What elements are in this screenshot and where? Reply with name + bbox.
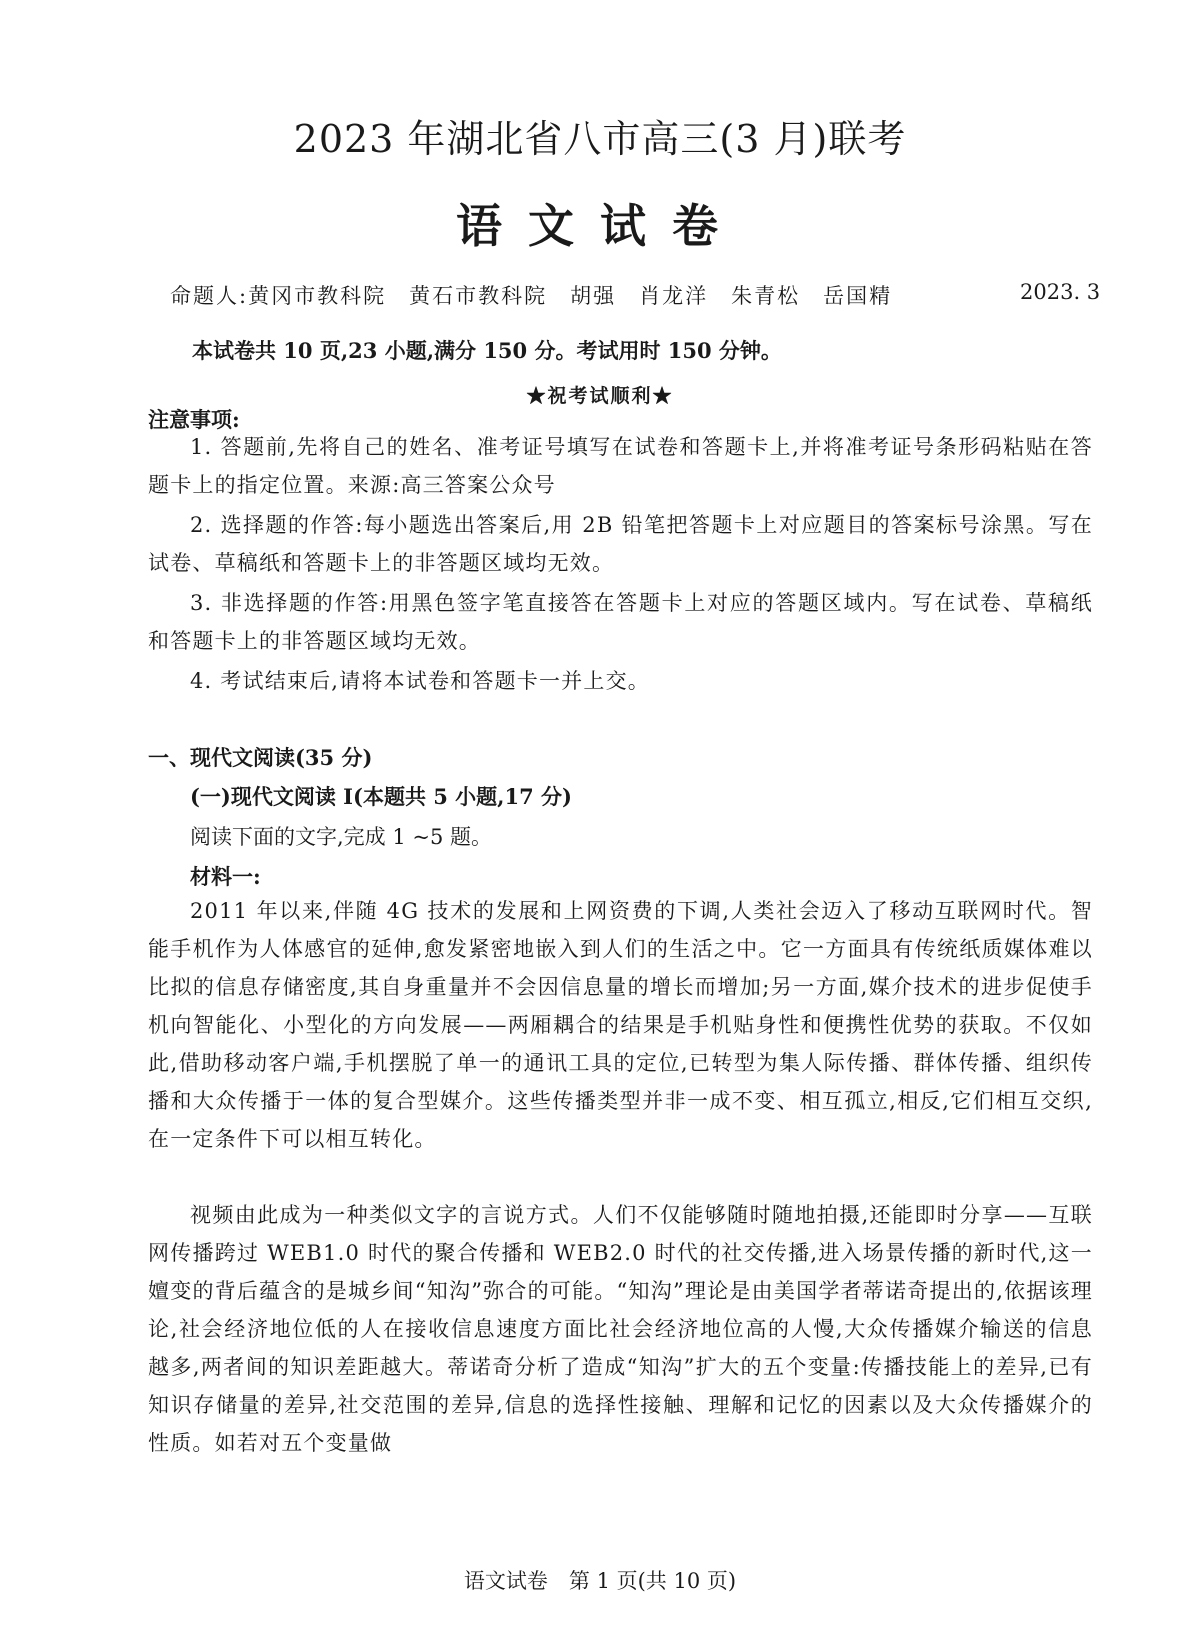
authors-line: 命题人:黄冈市教科院 黄石市教科院 胡强 肖龙洋 朱青松 岳国精 xyxy=(170,284,893,308)
passage-paragraph-1: 2011 年以来,伴随 4G 技术的发展和上网资费的下调,人类社会迈入了移动互联网时代。智能手机作为人体感官的延伸,愈发紧密地嵌入到人们的生活之中。它一方面具有传统纸质媒体难以比拟的信息存储密度,其自身重量并不会因信息量的增长而增加;另一方面,媒介技术的进步促使手机向智能化、小型化的方向发展——两厢耦合的结果是手机贴身性和便携性优势的获取。不仅如此,借助移动客户端,手机摆脱了单一的通讯工具的定位,已转型为集人际传播、群体传播、组织传播和大众传播于一体的复合型媒介。这些传播类型并非一成不变、相互孤立,相反,它们相互交织,在一定条件下可以相互转化。 xyxy=(148,899,1093,1151)
good-luck-banner: ★祝考试顺利★ xyxy=(526,385,674,407)
note-item-3: 3. 非选择题的作答:用黑色签字笔直接答在答题卡上对应的答题区域内。写在试卷、草稿纸和答题卡上的非答题区域均无效。 xyxy=(148,591,1093,653)
note-item-4: 4. 考试结束后,请将本试卷和答题卡一并上交。 xyxy=(190,669,650,693)
subsection-heading: (一)现代文阅读 I(本题共 5 小题,17 分) xyxy=(190,784,572,809)
exam-title: 2023 年湖北省八市高三(3 月)联考 xyxy=(293,117,907,161)
section-heading: 一、现代文阅读(35 分) xyxy=(148,745,373,770)
notes-heading: 注意事项: xyxy=(148,407,240,432)
exam-date: 2023. 3 xyxy=(1020,280,1101,304)
note-item-1: 1. 答题前,先将自己的姓名、准考证号填写在试卷和答题卡上,并将准考证号条形码粘贴在答题卡上的指定位置。来源:高三答案公众号 xyxy=(148,435,1093,497)
passage-paragraph-2: 视频由此成为一种类似文字的言说方式。人们不仅能够随时随地拍摄,还能即时分享——互联网传播跨过 WEB1.0 时代的聚合传播和 WEB2.0 时代的社交传播,进入场景传播的新时代,这一嬗变的背后蕴含的是城乡间“知沟”弥合的可能。“知沟”理论是由美国学者蒂诺奇提出的,依据该理论,社会经济地位低的人在接收信息速度方面比社会经济地位高的人慢,大众传播媒介输送的信息越多,两者间的知识差距越大。蒂诺奇分析了造成“知沟”扩大的五个变量:传播技能上的差异,已有知识存储量的差异,社交范围的差异,信息的选择性接触、理解和记忆的因素以及大众传播媒介的性质。如若对五个变量做 xyxy=(148,1203,1093,1455)
subject-title: 语文试卷 xyxy=(456,199,744,253)
reading-instruction: 阅读下面的文字,完成 1 ~5 题。 xyxy=(190,825,493,849)
note-item-2: 2. 选择题的作答:每小题选出答案后,用 2B 铅笔把答题卡上对应题目的答案标号涂黑。写在试卷、草稿纸和答题卡上的非答题区域均无效。 xyxy=(148,513,1093,575)
page-footer: 语文试卷 第 1 页(共 10 页) xyxy=(463,1569,737,1593)
exam-meta: 本试卷共 10 页,23 小题,满分 150 分。考试用时 150 分钟。 xyxy=(192,338,782,363)
material-label: 材料一: xyxy=(190,864,261,889)
